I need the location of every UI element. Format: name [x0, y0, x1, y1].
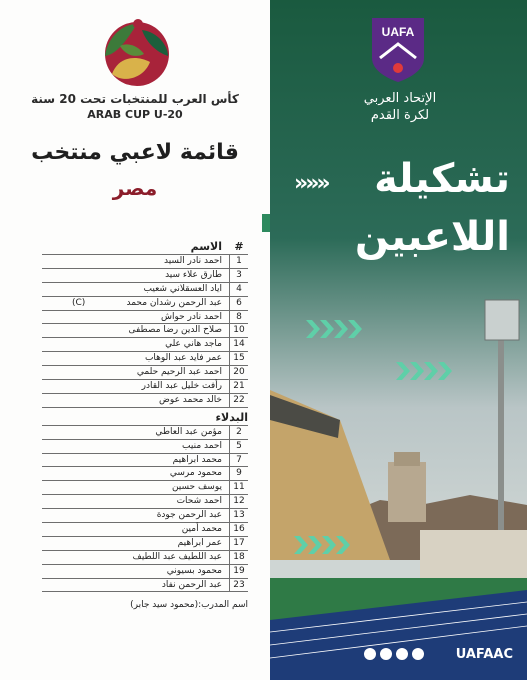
player-name: عبد اللطيف عبد اللطيف [132, 551, 222, 562]
twitter-icon[interactable] [396, 648, 408, 660]
column-divider [229, 495, 230, 508]
player-number: 15 [233, 353, 245, 364]
facebook-icon[interactable] [364, 648, 376, 660]
table-row [42, 394, 248, 408]
player-number: 20 [233, 367, 245, 378]
formation-line-2: اللاعبين [354, 214, 510, 260]
col-name-header: الاسم [190, 240, 222, 253]
table-row [42, 297, 248, 311]
player-number: 11 [233, 482, 245, 493]
column-divider [229, 467, 230, 480]
country-name: مصر [112, 176, 158, 200]
table-row [42, 380, 248, 394]
player-name: يوسف حسين [171, 482, 222, 493]
federation-name [310, 90, 490, 124]
player-name: محمد أمين [181, 524, 222, 535]
social-icons [364, 648, 424, 660]
player-name: احمد عبد الرحيم حلمي [136, 367, 222, 378]
player-name: عبد الرحمن نفاد [161, 579, 222, 590]
player-number: 1 [236, 256, 242, 266]
table-row [42, 467, 248, 481]
table-row [42, 324, 248, 338]
column-divider [229, 366, 230, 379]
player-number: 23 [233, 579, 245, 590]
player-number: 4 [236, 283, 242, 294]
player-name: خالد محمد عوض [159, 394, 222, 405]
column-divider [229, 537, 230, 550]
column-divider [229, 523, 230, 536]
column-divider [229, 551, 230, 564]
player-number: 2 [236, 426, 242, 437]
svg-text:UAFA: UAFA [381, 25, 415, 39]
substitutes-label: البدلاء [215, 410, 248, 424]
arab-cup-logo [98, 16, 176, 88]
formation-line-1: تشكيلة [374, 156, 510, 202]
player-number: 13 [233, 510, 245, 521]
player-name: رأفت خليل عبد القادر [141, 381, 222, 392]
youtube-icon[interactable] [412, 648, 424, 660]
column-divider [229, 481, 230, 494]
player-number: 18 [233, 551, 245, 562]
player-number: 21 [233, 381, 245, 392]
table-row [42, 565, 248, 579]
cup-title-english: ARAB CUP U-20 [87, 108, 183, 121]
table-row [42, 523, 248, 537]
squad-table [42, 238, 248, 592]
instagram-icon[interactable] [380, 648, 392, 660]
column-divider [229, 426, 230, 439]
column-divider [229, 255, 230, 268]
table-header [42, 238, 248, 255]
table-row [42, 537, 248, 551]
column-divider [229, 579, 230, 592]
player-number: 22 [233, 394, 245, 405]
table-row [42, 283, 248, 297]
table-row [42, 269, 248, 283]
player-number: 7 [236, 454, 242, 465]
player-name: عبد الرحمن رشدان محمد [126, 297, 222, 308]
player-number: 17 [233, 537, 245, 548]
player-name: احمد نادر السيد [163, 256, 222, 266]
col-num-header: # [234, 240, 244, 253]
captain-badge: (C) [72, 297, 86, 308]
column-divider [229, 269, 230, 282]
player-name: احمد شحات [176, 496, 222, 507]
player-name: احمد نادر حواش [160, 311, 222, 322]
substitutes-header [42, 408, 248, 426]
table-row [42, 495, 248, 509]
uafa-logo [368, 14, 428, 84]
player-name: عمر فايد عبد الوهاب [144, 353, 222, 364]
player-name: محمد ابراهيم [172, 454, 222, 465]
column-divider [229, 565, 230, 578]
player-number: 8 [236, 311, 242, 322]
table-row [42, 426, 248, 440]
player-number: 14 [233, 339, 245, 350]
player-name: احمد منيب [182, 440, 222, 451]
table-row [42, 366, 248, 380]
player-name: عبد الرحمن جودة [156, 510, 222, 521]
player-name: اياد العسقلاني شعيب [143, 283, 222, 294]
player-number: 3 [236, 269, 242, 280]
column-divider [229, 352, 230, 365]
player-name: عمر ابراهيم [177, 537, 222, 548]
player-name: طارق علاء سيد [165, 269, 222, 280]
chevron-right-icon: »»» [294, 171, 328, 196]
table-row [42, 454, 248, 468]
table-row [42, 551, 248, 565]
column-divider [229, 324, 230, 337]
coach-name: اسم المدرب:(محمود سيد جابر) [130, 600, 248, 610]
column-divider [229, 509, 230, 522]
player-name: محمود مرسي [169, 468, 222, 479]
player-number: 16 [233, 524, 245, 535]
player-name: صلاح الدين رضا مصطفى [128, 325, 222, 336]
column-divider [229, 311, 230, 324]
column-divider [229, 297, 230, 310]
column-divider [229, 338, 230, 351]
player-number: 19 [233, 565, 245, 576]
table-row [42, 509, 248, 523]
column-divider [229, 380, 230, 393]
promo-panel [270, 0, 527, 680]
column-divider [229, 454, 230, 467]
cup-title-arabic: كأس العرب للمنتخبات تحت 20 سنة [31, 92, 239, 106]
player-number: 6 [236, 297, 242, 308]
table-row [42, 352, 248, 366]
table-row [42, 440, 248, 454]
player-name: مؤمن عبد العاطي [155, 426, 222, 437]
formation-heading [270, 150, 510, 266]
player-name: ماجد هاني علي [165, 339, 222, 350]
table-row [42, 255, 248, 269]
table-row [42, 311, 248, 325]
player-number: 12 [233, 496, 245, 507]
table-row [42, 481, 248, 495]
social-handle: UAFAAC [455, 647, 513, 662]
federation-line-1: الإتحاد العربي [363, 91, 437, 106]
column-divider [229, 440, 230, 453]
column-divider [229, 394, 230, 407]
federation-line-2: لكرة القدم [370, 108, 430, 123]
player-name: محمود بسيوني [166, 565, 222, 576]
player-number: 9 [236, 468, 242, 479]
column-divider [229, 283, 230, 296]
player-number: 5 [236, 440, 242, 451]
table-row [42, 579, 248, 593]
list-title: قائمة لاعبي منتخب [31, 140, 239, 165]
table-row [42, 338, 248, 352]
player-number: 10 [233, 325, 245, 336]
